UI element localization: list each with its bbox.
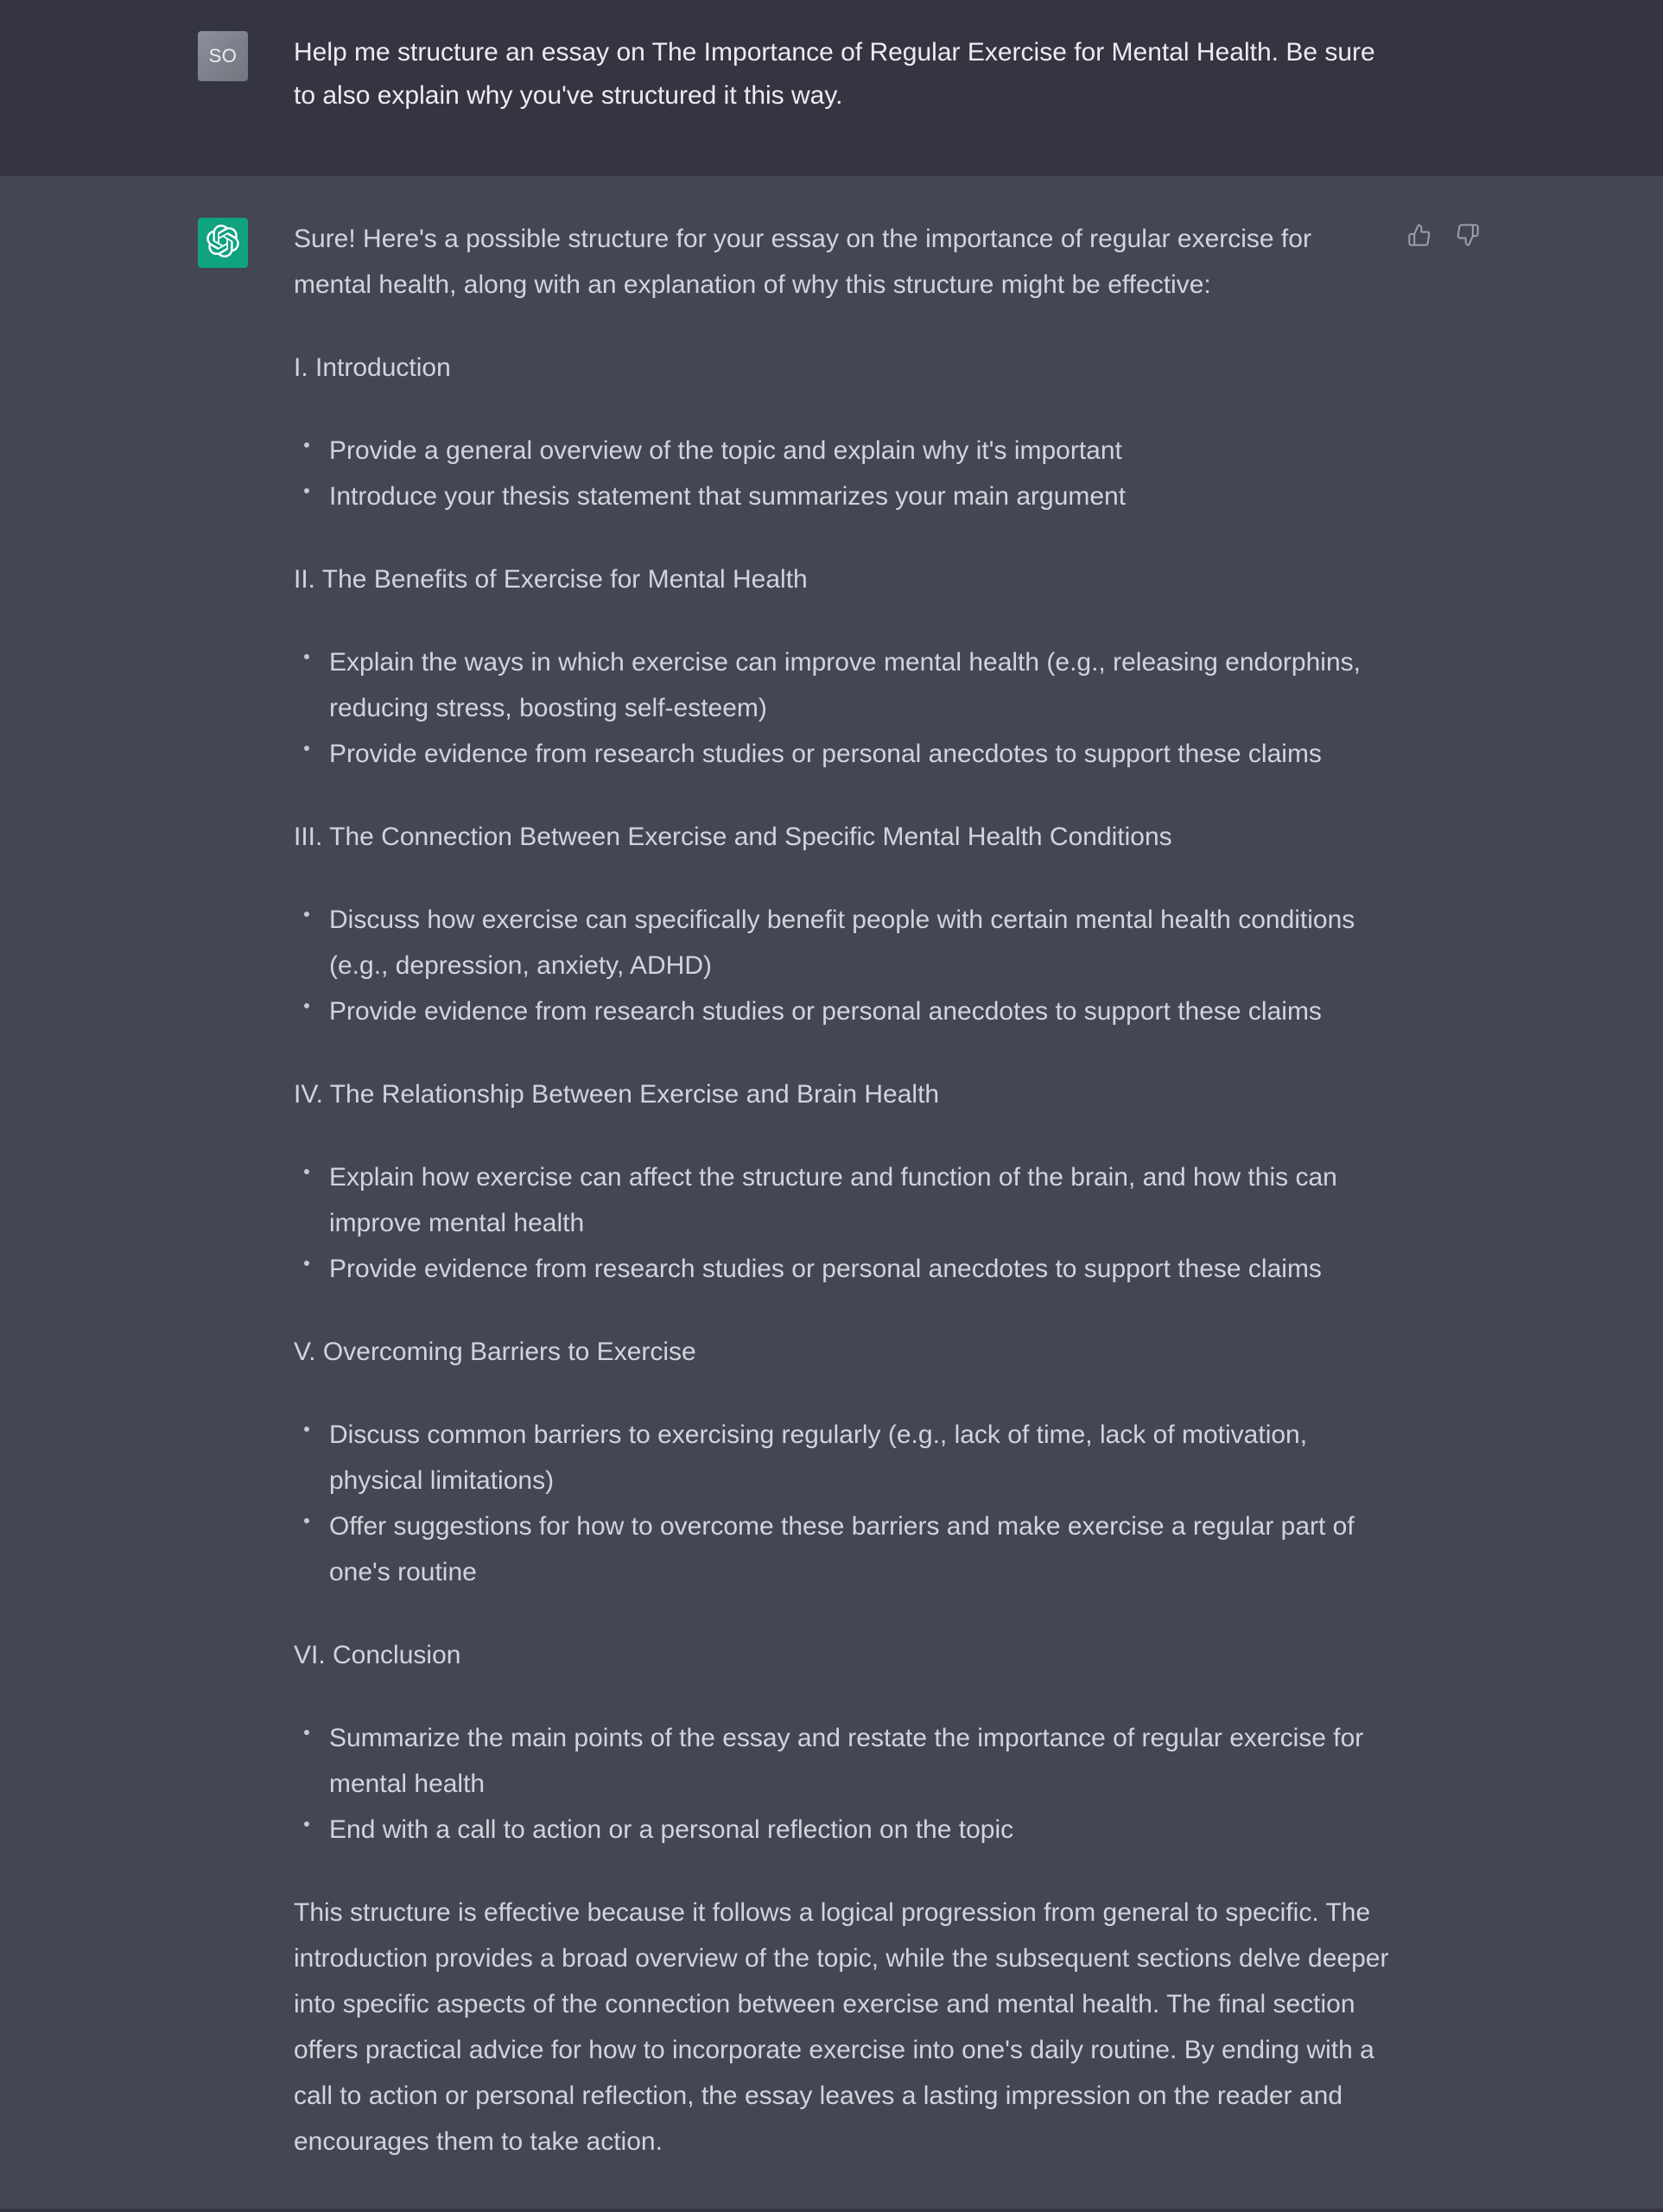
user-avatar — [198, 31, 248, 81]
user-message-row — [0, 0, 1663, 176]
essay-section-list — [294, 897, 1391, 1034]
essay-bullet: Discuss common barriers to exercising regularly (e.g., lack of time, lack of motivation, physical limitations) — [329, 1412, 1391, 1503]
essay-section-heading: V. Overcoming Barriers to Exercise — [294, 1338, 696, 1366]
next-row-edge — [0, 2209, 1663, 2212]
essay-bullet: End with a call to action or a personal reflection on the topic — [329, 1807, 1391, 1853]
assistant-message-row — [0, 176, 1663, 2209]
essay-section-heading: IV. The Relationship Between Exercise and Brain Health — [294, 1080, 940, 1109]
user-avatar-initials: SO — [208, 45, 238, 67]
thumbs-down-button[interactable] — [1456, 223, 1480, 247]
thumbs-down-icon — [1456, 237, 1480, 250]
essay-section-heading: II. The Benefits of Exercise for Mental Health — [294, 565, 808, 594]
message-feedback-actions — [1407, 223, 1480, 247]
essay-section-list — [294, 428, 1391, 519]
essay-bullet: Provide evidence from research studies or personal anecdotes to support these claims — [329, 731, 1391, 777]
essay-bullet: Summarize the main points of the essay and restate the importance of regular exercise for mental health — [329, 1715, 1391, 1807]
essay-bullet: Provide evidence from research studies or personal anecdotes to support these claims — [329, 1246, 1391, 1292]
thumbs-up-icon — [1407, 237, 1431, 250]
essay-section-list — [294, 1412, 1391, 1595]
essay-bullet: Explain how exercise can affect the structure and function of the brain, and how this can improve mental health — [329, 1154, 1391, 1246]
essay-bullet: Introduce your thesis statement that summarizes your main argument — [329, 474, 1391, 519]
assistant-intro-paragraph: Sure! Here's a possible structure for your essay on the importance of regular exercise for mental health, along with an explanation of why this structure might be effective: — [294, 225, 1311, 299]
openai-logo-icon — [206, 225, 239, 262]
essay-section-heading: VI. Conclusion — [294, 1641, 461, 1669]
essay-bullet: Offer suggestions for how to overcome these barriers and make exercise a regular part of one's routine — [329, 1503, 1391, 1595]
thumbs-up-button[interactable] — [1407, 223, 1431, 247]
assistant-conclusion-paragraph: This structure is effective because it follows a logical progression from general to specific. The introduction provides a broad overview of the topic, while the subsequent sections delve deeper into specific aspects of the connection between exercise and mental health. The final section offers practical advice for how to incorporate exercise into one's daily routine. By ending with a call to action or personal reflection, the essay leaves a lasting impression on the reader and encourages them to take action. — [294, 1898, 1389, 2156]
essay-bullet: Provide a general overview of the topic and explain why it's important — [329, 428, 1391, 474]
essay-section-list — [294, 1154, 1391, 1292]
essay-section-list — [294, 639, 1391, 777]
essay-bullet: Explain the ways in which exercise can improve mental health (e.g., releasing endorphins, reducing stress, boosting self-esteem) — [329, 639, 1391, 731]
essay-bullet: Discuss how exercise can specifically benefit people with certain mental health conditions (e.g., depression, anxiety, ADHD) — [329, 897, 1391, 988]
user-message-text: Help me structure an essay on The Importance of Regular Exercise for Mental Health. Be sure to also explain why you've structured it this way. — [294, 38, 1375, 110]
essay-section-heading: III. The Connection Between Exercise and Specific Mental Health Conditions — [294, 823, 1172, 851]
assistant-avatar — [198, 218, 248, 268]
assistant-message-body — [294, 216, 1391, 2164]
essay-bullet: Provide evidence from research studies or personal anecdotes to support these claims — [329, 988, 1391, 1034]
essay-section-list — [294, 1715, 1391, 1853]
essay-section-heading: I. Introduction — [294, 353, 451, 382]
